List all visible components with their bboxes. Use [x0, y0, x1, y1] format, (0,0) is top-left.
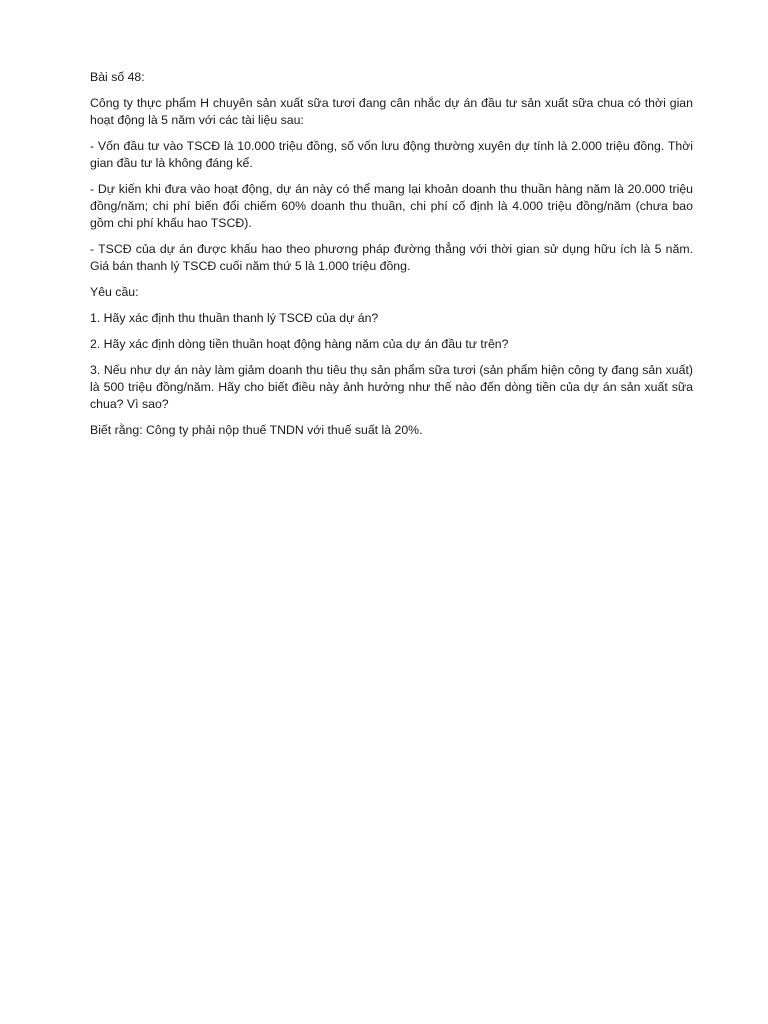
- question-item: 3. Nếu như dự án này làm giảm doanh thu tiêu thụ sản phẩm sữa tươi (sản phẩm hiện công ty đang sản xuất) là 500 triệu đồng/năm. Hãy cho biết điều này ảnh hưởng như thế nào đến dòng tiền của dự án sản xuất sữa chua? Vì sao?: [90, 363, 693, 411]
- tax-note: Biết rằng: Công ty phải nộp thuế TNDN với thuế suất là 20%.: [90, 423, 423, 437]
- fact-item: - Vốn đầu tư vào TSCĐ là 10.000 triệu đồng, số vốn lưu động thường xuyên dự tính là 2.000 triệu đồng. Thời gian đầu tư là không đáng kể.: [90, 139, 693, 170]
- question-item: 2. Hãy xác định dòng tiền thuần hoạt động hàng năm của dự án đầu tư trên?: [90, 337, 509, 351]
- fact-item: - Dự kiến khi đưa vào hoạt động, dự án này có thể mang lại khoản doanh thu thuần hàng năm là 20.000 triệu đồng/năm; chi phí biến đổi chiếm 60% doanh thu thuần, chi phí cố định là 4.000 triệu đồng/năm (chưa bao gồm chi phí khấu hao TSCĐ).: [90, 182, 693, 230]
- requirements-heading: Yêu cầu:: [90, 285, 139, 299]
- document-body: [90, 69, 693, 448]
- exercise-title: Bài số 48:: [90, 70, 145, 84]
- fact-item: - TSCĐ của dự án được khấu hao theo phương pháp đường thẳng với thời gian sử dụng hữu ích là 5 năm. Giá bán thanh lý TSCĐ cuối năm thứ 5 là 1.000 triệu đồng.: [90, 242, 693, 273]
- question-item: 1. Hãy xác định thu thuần thanh lý TSCĐ của dự án?: [90, 311, 379, 325]
- intro-paragraph: Công ty thực phẩm H chuyên sản xuất sữa tươi đang cân nhắc dự án đầu tư sản xuất sữa chua có thời gian hoạt động là 5 năm với các tài liệu sau:: [90, 96, 693, 127]
